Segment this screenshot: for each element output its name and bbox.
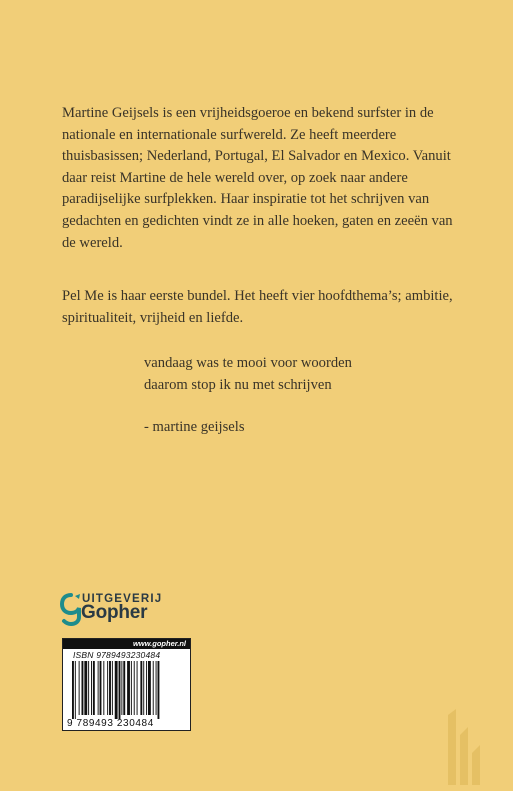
gopher-logo-icon (60, 592, 82, 628)
barcode-bar (158, 661, 160, 719)
barcode-bar (137, 661, 138, 715)
barcode-bar (134, 661, 135, 715)
barcode-bar (82, 661, 84, 715)
publisher-name: Gopher (81, 602, 148, 623)
poem-line-1: vandaag was te mooi voor woorden (144, 355, 352, 371)
barcode-bar (91, 661, 92, 715)
publisher-url: www.gopher.nl (63, 639, 190, 649)
barcode-bar (98, 661, 99, 715)
barcode-bar (75, 661, 76, 719)
barcode-bar (127, 661, 130, 715)
barcode-bar (121, 661, 122, 715)
publisher-spine-mark (442, 705, 492, 785)
barcode-bar (140, 661, 142, 715)
barcode-bar (93, 661, 95, 715)
blurb-paragraph-2: Pel Me is haar eerste bundel. Het heeft vier hoofdthema’s; ambitie, spiritualiteit, vrijheid en liefde. (62, 288, 453, 326)
poem-line-2: daarom stop ik nu met schrijven (144, 376, 332, 393)
publisher-logo (60, 592, 190, 632)
barcode-bar (79, 661, 80, 715)
barcode-bar (103, 661, 104, 715)
poem-excerpt (144, 353, 464, 439)
publisher-label: UITGEVERIJ (82, 593, 163, 605)
barcode-bar (100, 661, 102, 715)
barcode-bar (131, 661, 132, 715)
barcode-bar (123, 661, 125, 715)
barcode-bar (112, 661, 113, 715)
barcode-digits: 9 789493 230484 (67, 718, 154, 729)
barcode-bar (148, 661, 151, 715)
barcode-bar (109, 661, 111, 715)
barcode-bar (143, 661, 144, 715)
barcode-bar (88, 661, 89, 715)
barcode-bar (153, 661, 154, 715)
barcode-bar (72, 661, 74, 719)
blurb-paragraph-1: Martine Geijsels is een vrijheidsgoeroe en bekend surfster in de nationale en internationale surfwereld. Ze heeft meerdere thuisbasissen; Nederland, Portugal, El Salvador en Mexico. Vanuit daar reist Martine de hele wereld over, op zoek naar andere paradijselijke surfplekken. Haar inspiratie tot het schrijven van gedachten en gedichten vindt ze in alle hoeken, gaten en zeeën van de wereld. (62, 105, 453, 251)
barcode-bar (107, 661, 108, 715)
barcode-bar (156, 661, 157, 715)
poem-signature: - martine geijsels (144, 419, 245, 436)
barcode-bar (119, 661, 121, 719)
barcode-bar (115, 661, 118, 719)
barcode-bars (71, 661, 184, 719)
isbn-label: ISBN 9789493230484 (73, 650, 161, 660)
isbn-barcode (62, 638, 191, 731)
barcode-bar (146, 661, 147, 715)
barcode-bar (84, 661, 87, 715)
